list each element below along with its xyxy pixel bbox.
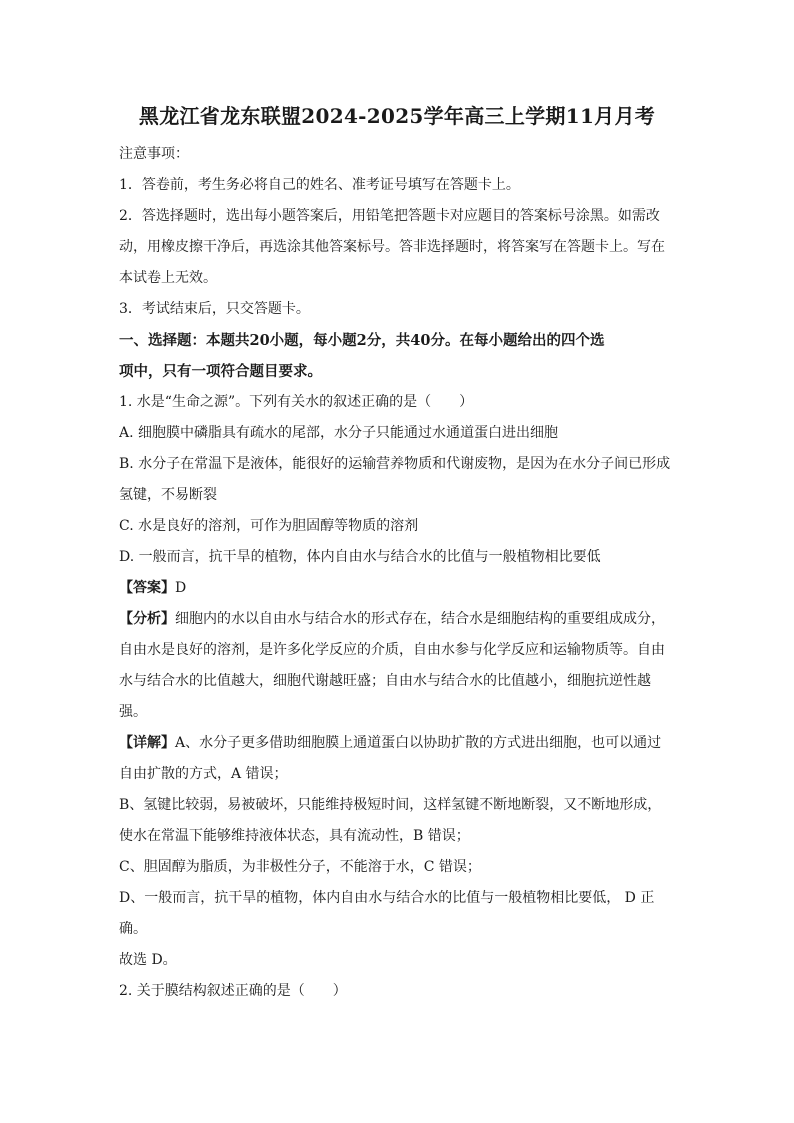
note-1: 1．答卷前，考生务必将自己的姓名、准考证号填写在答题卡上。 xyxy=(119,177,520,193)
detail-line-8: 故选 D。 xyxy=(119,952,177,968)
question-1-option-d: D. 一般而言，抗干旱的植物，体内自由水与结合水的比值与一般植物相比要低 xyxy=(119,549,601,565)
detail-line-3: B、氢键比较弱，易被破坏，只能维持极短时间，这样氢键不断地断裂，又不断地形成， xyxy=(119,797,662,813)
document-title: 黑龙江省龙东联盟2024-2025学年高三上学期11月月考 xyxy=(138,104,656,128)
detail-line-7: 确。 xyxy=(119,921,147,937)
detail-line-4: 使水在常温下能够维持液体状态，具有流动性，B 错误； xyxy=(119,828,470,844)
note-2-line-3: 本试卷上无效。 xyxy=(119,270,217,286)
question-1-option-a: A. 细胞膜中磷脂具有疏水的尾部，水分子只能通过水通道蛋白进出细胞 xyxy=(119,425,559,441)
analysis-line-2: 自由水是良好的溶剂，是许多化学反应的介质，自由水参与化学反应和运输物质等。自由 xyxy=(119,642,665,658)
note-2-line-2: 动，用橡皮擦干净后，再选涂其他答案标号。答非选择题时，将答案写在答题卡上。写在 xyxy=(119,239,665,255)
question-1-stem: 1. 水是“生命之源”。下列有关水的叙述正确的是（ ） xyxy=(119,394,474,410)
question-2-stem: 2. 关于膜结构叙述正确的是（ ） xyxy=(119,983,347,999)
note-3: 3．考试结束后，只交答题卡。 xyxy=(119,301,310,317)
answer-line xyxy=(119,573,679,604)
question-1-option-b-continued: 氢键，不易断裂 xyxy=(119,487,217,503)
detail-line-2: 自由扩散的方式，A 错误； xyxy=(119,766,288,782)
answer-value: D xyxy=(175,580,187,596)
section-heading-line-2: 项中，只有一项符合题目要求。 xyxy=(119,363,322,380)
detail-text-1: A、水分子更多借助细胞膜上通道蛋白以协助扩散的方式进出细胞，也可以通过 xyxy=(175,735,662,751)
notes-heading: 注意事项： xyxy=(119,146,189,162)
detail-line-6: D、一般而言，抗干旱的植物，体内自由水与结合水的比值与一般植物相比要低， D 正 xyxy=(119,890,655,906)
analysis-line-4: 强。 xyxy=(119,704,147,720)
note-2-line-1: 2．答选择题时，选出每小题答案后，用铅笔把答题卡对应题目的答案标号涂黑。如需改 xyxy=(119,208,660,224)
section-heading-line-1: 一、选择题：本题共20小题，每小题2分，共40分。在每小题给出的四个选 xyxy=(119,332,605,349)
analysis-text-1: 细胞内的水以自由水与结合水的形式存在，结合水是细胞结构的重要组成成分， xyxy=(175,611,665,627)
analysis-line-1 xyxy=(119,604,679,635)
analysis-tag: 【分析】 xyxy=(119,611,175,627)
answer-tag: 【答案】 xyxy=(119,580,175,596)
detail-tag: 【详解】 xyxy=(119,735,175,751)
detail-line-5: C、胆固醇为脂质，为非极性分子，不能溶于水，C 错误； xyxy=(119,859,481,875)
detail-line-1 xyxy=(119,728,679,759)
question-1-option-c: C. 水是良好的溶剂，可作为胆固醇等物质的溶剂 xyxy=(119,518,419,534)
analysis-line-3: 水与结合水的比值越大，细胞代谢越旺盛；自由水与结合水的比值越小，细胞抗逆性越 xyxy=(119,673,651,689)
question-1-option-b: B. 水分子在常温下是液体，能很好的运输营养物质和代谢废物，是因为在水分子间已形成 xyxy=(119,456,671,472)
document-body xyxy=(119,139,679,1007)
